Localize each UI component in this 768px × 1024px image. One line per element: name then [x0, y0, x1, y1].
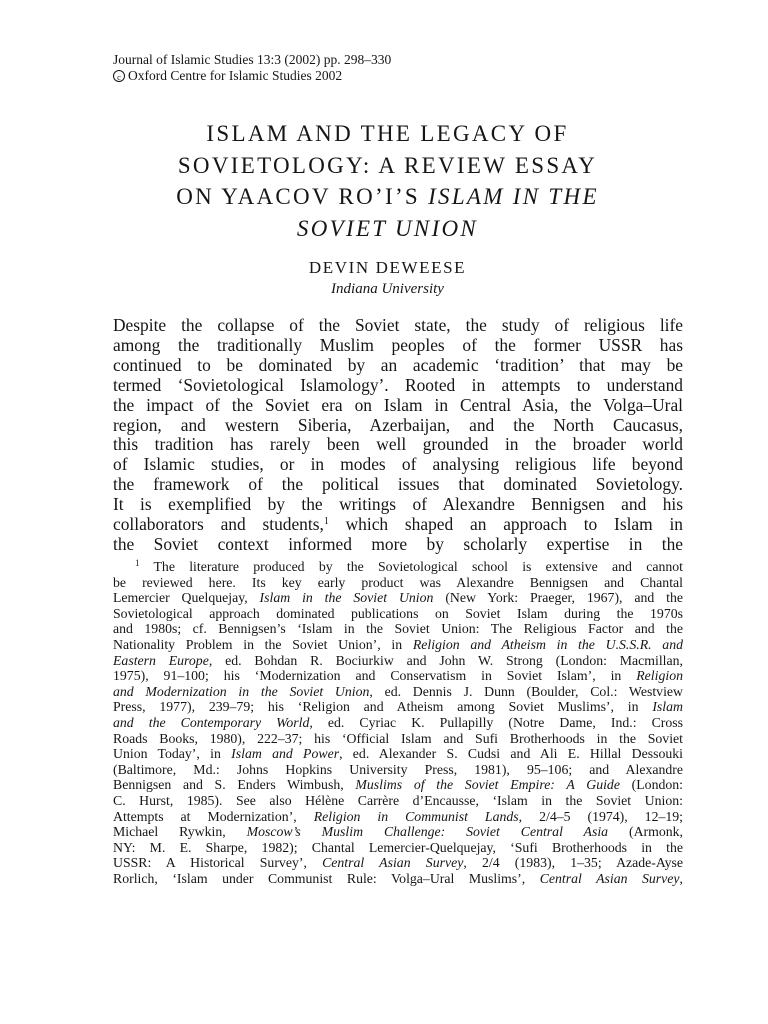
footnote-line: and 1980s; cf. Bennigsen’s ‘Islam in the Soviet Union: The Religious Factor and the: [113, 621, 683, 637]
footnote-reference[interactable]: 1: [323, 516, 329, 528]
body-line: this tradition has rarely been well grounded in the broader world: [113, 435, 683, 455]
footnote-line: Press, 1977), 239–79; his ‘Religion and Atheism among Soviet Muslims’, in Islam: [113, 699, 683, 715]
journal-citation: Journal of Islamic Studies 13:3 (2002) pp. 298–330: [113, 52, 392, 67]
body-line: continued to be dominated by an academic ‘tradition’ that may be: [113, 355, 683, 375]
footnote-line: and the Contemporary World, ed. Cyriac K. Pullapilly (Notre Dame, Ind.: Cross: [113, 714, 683, 730]
title-line: ON YAACOV RO’I’S ISLAM IN THE: [176, 184, 599, 209]
footnote-marker: 1: [135, 559, 140, 568]
author-name: DEVIN DEWEESE: [308, 258, 467, 277]
footnote-line: Bennigsen and S. Enders Wimbush, Muslims of the Soviet Empire: A Guide (London:: [113, 777, 683, 793]
footnote-line: be reviewed here. Its key early product was Alexandre Bennigsen and Chantal: [113, 574, 683, 590]
body-line: Despite the collapse of the Soviet state, the study of religious life: [113, 316, 683, 335]
footnote-line: Michael Rywkin, Moscow’s Muslim Challenge: Soviet Central Asia (Armonk,: [113, 824, 683, 840]
footnote-line: Nationality Problem in the Soviet Union’, in Religion and Atheism in the U.S.S.R. and: [113, 636, 683, 652]
journal-header: [113, 52, 391, 84]
footnote-line: (Baltimore, Md.: Johns Hopkins University Press, 1981), 95–106; and Alexandre: [113, 761, 683, 777]
footnote-line: Lemercier Quelquejay, Islam in the Soviet Union (New York: Praeger, 1967), and the: [113, 590, 683, 606]
footnote-line: NY: M. E. Sharpe, 1982); Chantal Lemercier-Quelquejay, ‘Sufi Brotherhoods in the: [113, 839, 683, 855]
body-line: of Islamic studies, or in modes of analysing religious life beyond: [113, 455, 683, 475]
footnote-line: Eastern Europe, ed. Bohdan R. Bociurkiw and John W. Strong (London: Macmillan,: [113, 652, 683, 668]
article-title: [100, 118, 675, 244]
footnote-line: USSR: A Historical Survey’, Central Asian Survey, 2/4 (1983), 1–35; Azade-Ayse: [113, 855, 683, 871]
body-text: [113, 316, 683, 555]
body-line: collaborators and students,$^1$ which shaped an approach to Islam in: [113, 515, 683, 535]
footnote-line: Rorlich, ‘Islam under Communist Rule: Volga–Ural Muslims’, Central Asian Survey,: [113, 870, 683, 886]
footnote-line: C. Hurst, 1985). See also Hélène Carrère d’Encausse, ‘Islam in the Soviet Union:: [113, 792, 683, 808]
footnote-line: Sovietological approach dominated publications on Soviet Islam during the 1970s: [113, 605, 683, 621]
body-line: the impact of the Soviet era on Islam in Central Asia, the Volga–Ural: [113, 395, 683, 415]
copyright-icon: c: [113, 70, 125, 82]
body-line: the framework of the political issues that dominated Sovietology.: [113, 475, 683, 495]
footnote-line: 1975), 91–100; his ‘Modernization and Conservatism in Soviet Islam’, in Religion: [113, 668, 683, 684]
copyright-line: [113, 68, 391, 84]
title-line: ISLAM AND THE LEGACY OF: [206, 121, 569, 146]
body-line: termed ‘Sovietological Islamology’. Rooted in attempts to understand: [113, 375, 683, 395]
footnote-line: Union Today’, in Islam and Power, ed. Alexander S. Cudsi and Ali E. Hillal Dessouki: [113, 746, 683, 762]
footnote-line: and Modernization in the Soviet Union, ed. Dennis J. Dunn (Boulder, Col.: Westview: [113, 683, 683, 699]
body-line: region, and western Siberia, Azerbaijan, and the North Caucasus,: [113, 415, 683, 435]
body-line: the Soviet context informed more by scholarly expertise in the: [113, 534, 683, 554]
footnote: [113, 559, 683, 886]
body-line: among the traditionally Muslim peoples of the former USSR has: [113, 335, 683, 355]
footnote-line: Attempts at Modernization’, Religion in Communist Lands, 2/4–5 (1974), 12–19;: [113, 808, 683, 824]
title-line: SOVIET UNION: [296, 215, 479, 241]
footnote-line: Roads Books, 1980), 222–37; his ‘Official Islam and Sufi Brotherhoods in the Soviet: [113, 730, 683, 746]
author-affiliation: Indiana University: [331, 281, 444, 297]
footnote-line: $^1$ The literature produced by the Sovietological school is extensive and cannot: [135, 559, 683, 574]
copyright-text: Oxford Centre for Islamic Studies 2002: [128, 68, 343, 83]
title-line: SOVIETOLOGY: A REVIEW ESSAY: [177, 152, 598, 178]
body-line: It is exemplified by the writings of Alexandre Bennigsen and his: [113, 495, 683, 515]
